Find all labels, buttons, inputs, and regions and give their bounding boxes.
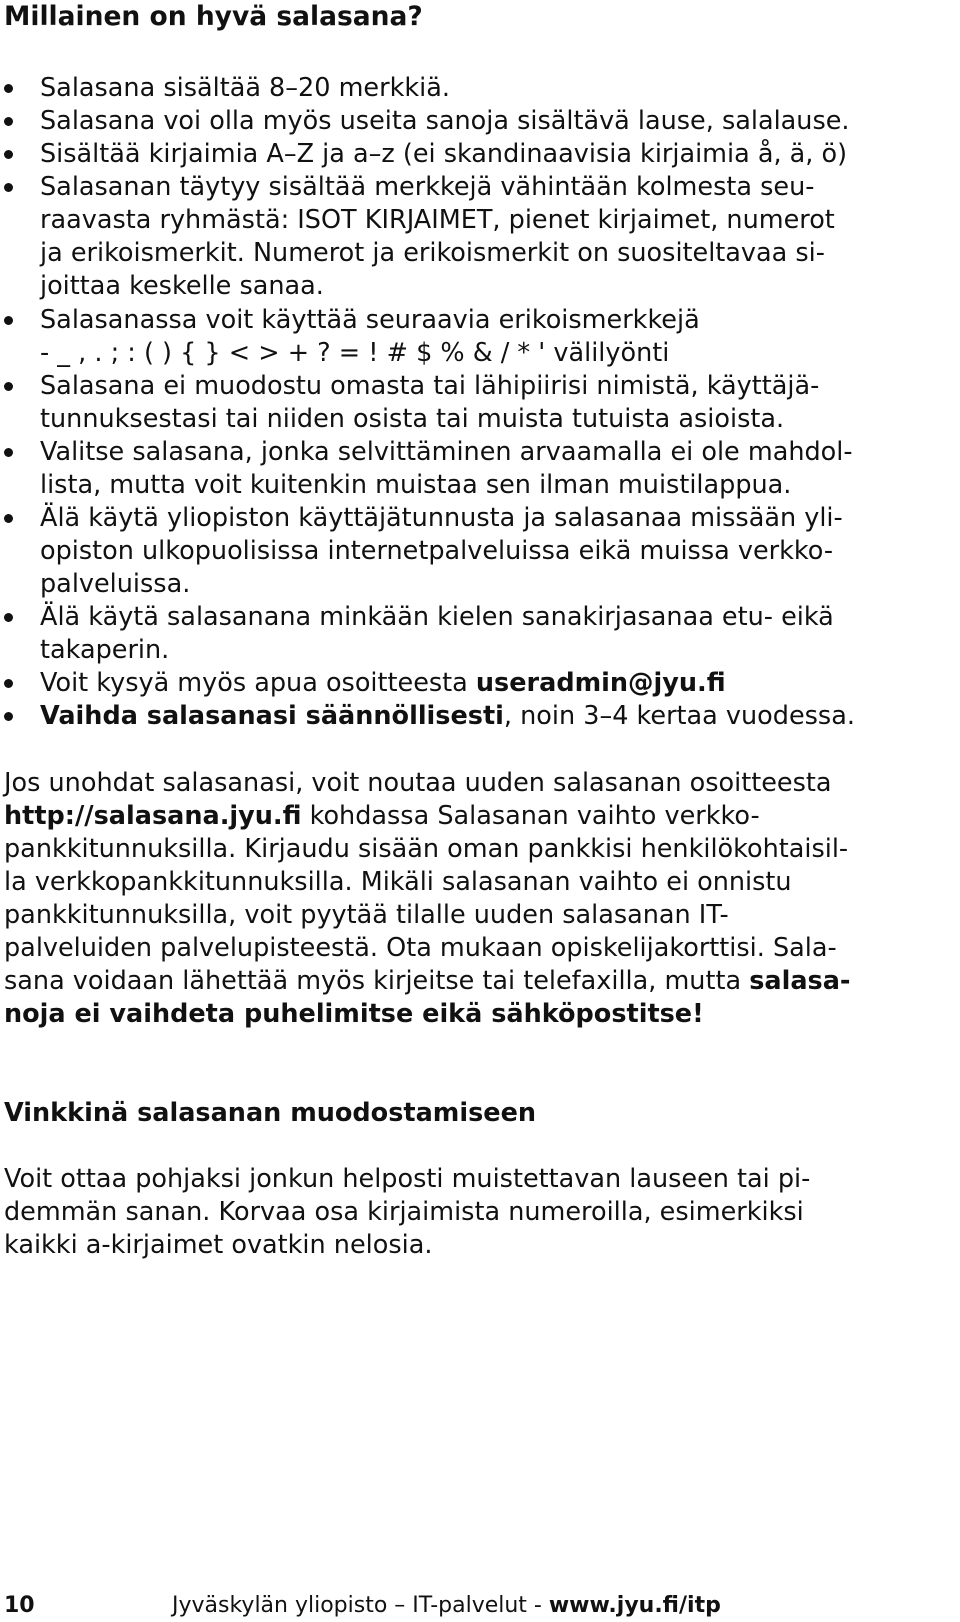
bullet-item-line: raavasta ryhmästä: ISOT KIRJAIMET, pienet kirjaimet, numerot <box>40 205 835 235</box>
tips-heading: Vinkkinä salasanan muodostamiseen <box>4 1098 537 1128</box>
bullet-item-line: ja erikoismerkit. Numerot ja erikoismerkit on suositeltavaa si- <box>40 238 825 268</box>
bullet-item-line: Salasanassa voit käyttää seuraavia erikoismerkkejä <box>40 305 700 335</box>
help-email-link[interactable]: useradmin@jyu.fi <box>475 668 726 698</box>
bullet-item: Sisältää kirjaimia A–Z ja a–z (ei skandinaavisia kirjaimia å, ä, ö) <box>40 139 848 169</box>
bullet-dot <box>4 316 13 325</box>
paragraph-line: pankkitunnuksilla, voit pyytää tilalle uuden salasanan IT- <box>4 900 729 930</box>
paragraph-line <box>4 965 851 998</box>
bullet-dot <box>4 117 13 126</box>
bullet-item-line: joittaa keskelle sanaa. <box>40 271 324 301</box>
warning-text: noja ei vaihdeta puhelimitse eikä sähköpostitse! <box>4 999 704 1029</box>
paragraph-text: sana voidaan lähettää myös kirjeitse tai telefaxilla, mutta <box>4 966 750 996</box>
bullet-item-line: Älä käytä salasanana minkään kielen sanakirjasanaa etu- eikä <box>40 602 834 632</box>
bullet-item-line: takaperin. <box>40 635 170 665</box>
footer-url-link[interactable]: www.jyu.fi/itp <box>548 1593 721 1618</box>
paragraph-line: la verkkopankkitunnuksilla. Mikäli salasanan vaihto ei onnistu <box>4 867 792 897</box>
bullet-dot <box>4 183 13 192</box>
bullet-dot <box>4 448 13 457</box>
paragraph-line: Jos unohdat salasanasi, voit noutaa uuden salasanan osoitteesta <box>4 768 832 798</box>
tips-line: Voit ottaa pohjaksi jonkun helposti muistettavan lauseen tai pi- <box>4 1164 811 1194</box>
bullet-item-line: Salasanan täytyy sisältää merkkejä vähintään kolmesta seu- <box>40 172 815 202</box>
bullet-dot <box>4 679 13 688</box>
bullet-dot <box>4 514 13 523</box>
bullet-dot <box>4 150 13 159</box>
change-frequency-text: , noin 3–4 kertaa vuodessa. <box>503 701 855 731</box>
bullet-dot <box>4 613 13 622</box>
page-number: 10 <box>4 1593 35 1618</box>
salasana-link[interactable]: http://salasana.jyu.fi <box>4 801 302 831</box>
warning-text: salasa- <box>749 966 851 996</box>
page-title: Millainen on hyvä salasana? <box>4 1 423 32</box>
bullet-item-line: Salasana ei muodostu omasta tai lähipiirisi nimistä, käyttäjä- <box>40 371 820 401</box>
bullet-item <box>40 700 855 733</box>
bullet-item-line: opiston ulkopuolisissa internetpalveluissa eikä muissa verkko- <box>40 536 834 566</box>
tips-line: demmän sanan. Korvaa osa kirjaimista numeroilla, esimerkiksi <box>4 1197 804 1227</box>
change-password-emphasis: Vaihda salasanasi säännöllisesti <box>40 701 504 731</box>
paragraph-line: pankkitunnuksilla. Kirjaudu sisään oman pankkisi henkilökohtaisil- <box>4 834 849 864</box>
help-text: Voit kysyä myös apua osoitteesta <box>40 668 476 698</box>
bullet-item <box>40 667 726 700</box>
tips-line: kaikki a-kirjaimet ovatkin nelosia. <box>4 1230 433 1260</box>
footer-text <box>172 1592 721 1620</box>
bullet-item-line: tunnuksestasi tai niiden osista tai muista tutuista asioista. <box>40 404 785 434</box>
bullet-item-line: palveluissa. <box>40 569 191 599</box>
bullet-item-line: Valitse salasana, jonka selvittäminen arvaamalla ei ole mahdol- <box>40 437 853 467</box>
bullet-item-line: lista, mutta voit kuitenkin muistaa sen ilman muistilappua. <box>40 470 792 500</box>
bullet-item: Salasana sisältää 8–20 merkkiä. <box>40 73 450 103</box>
bullet-dot <box>4 84 13 93</box>
bullet-item: Salasana voi olla myös useita sanoja sisältävä lause, salalause. <box>40 106 850 136</box>
paragraph-text: kohdassa Salasanan vaihto verkko- <box>301 801 760 831</box>
bullet-dot <box>4 712 13 721</box>
paragraph-line: palveluiden palvelupisteestä. Ota mukaan opiskelijakorttisi. Sala- <box>4 933 837 963</box>
bullet-item-line: Älä käytä yliopiston käyttäjätunnusta ja salasanaa missään yli- <box>40 503 843 533</box>
special-characters: - _ , . ; : ( ) { } < > + ? = ! # $ % & / * ' välilyönti <box>40 338 670 368</box>
footer-org: Jyväskylän yliopisto – IT-palvelut - <box>172 1593 549 1618</box>
bullet-dot <box>4 382 13 391</box>
paragraph-line <box>4 800 760 833</box>
